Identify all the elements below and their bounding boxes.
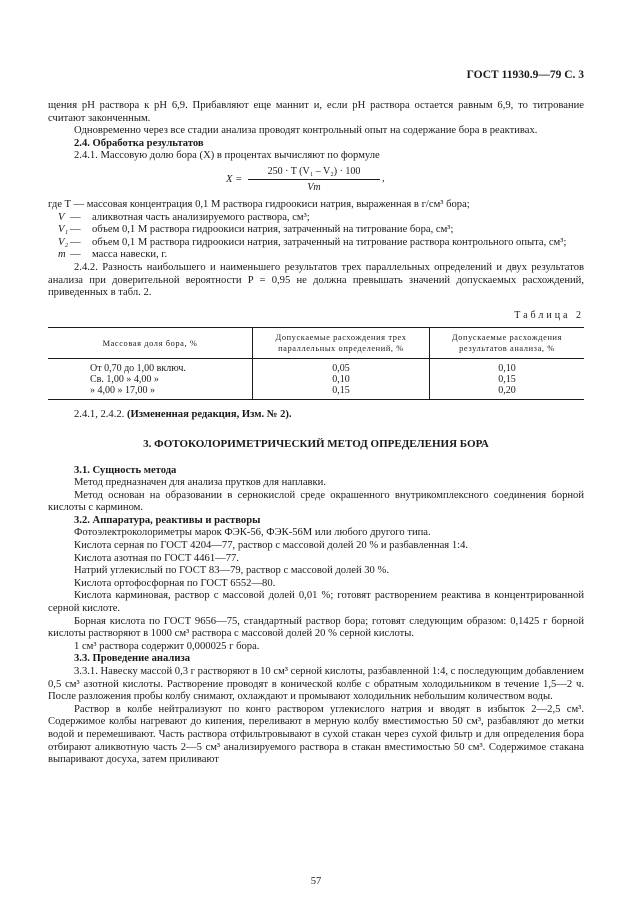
paragraph-control-test: Одновременно через все стадии анализа проводят контрольный опыт на содержание бора в реактивах. [74, 125, 538, 137]
formula-boron-fraction [48, 163, 584, 199]
definition-text: аликвотная часть анализируемого раствора, см³; [92, 211, 310, 223]
definition-item: V — аликвотная часть анализируемого раствора, см³; [58, 211, 310, 223]
reagent-item: Кислота ортофосфорная по ГОСТ 6552—80. [74, 577, 276, 589]
heading-3-2: 3.2. Аппаратура, реактивы и растворы [74, 514, 261, 526]
formula-trail: , [382, 172, 385, 184]
tolerance-table [48, 327, 584, 400]
table-cell: » 4,00 » 17,00 » [90, 385, 155, 397]
table-caption: Таблица 2 [514, 309, 584, 321]
definition-symbol: V₁ [58, 224, 69, 236]
reagent-item: Фотоэлектроколориметры марок ФЭК-56, ФЭК-56М или любого другого типа. [74, 527, 431, 539]
definition-item: V₁ — объем 0,1 М раствора гидроокиси натрия, затраченный на титрование бора, см³; [58, 224, 454, 236]
heading-3-1: 3.1. Сущность метода [74, 464, 177, 476]
running-header: ГОСТ 11930.9—79 С. 3 [466, 69, 584, 81]
table-cell: 0,20 [430, 385, 585, 400]
reagent-item: Кислота азотная по ГОСТ 4461—77. [74, 552, 239, 564]
section-3-title: 3. ФОТОКОЛОРИМЕТРИЧЕСКИЙ МЕТОД ОПРЕДЕЛЕНИЯ БОРА [143, 437, 489, 450]
table-cell: 0,05 [253, 359, 430, 375]
table-cell: 0,15 [253, 385, 430, 400]
table-cell: Св. 1,00 » 4,00 » [90, 374, 159, 386]
paragraph-2-4-1: 2.4.1. Массовую долю бора (X) в процентах вычисляют по формуле [74, 150, 380, 162]
definition-item: m — масса навески, г. [58, 249, 168, 261]
amendment-label: (Измененная редакция, Изм. № 2). [126, 409, 292, 421]
table-header-results: Допускаемые расхождения результатов анализа, % [430, 328, 585, 359]
table-cell: 0,15 [430, 374, 585, 385]
reagent-item: Кислота карминовая, раствор с массовой долей 0,01 %; готовят растворением реактива в концентрированной серной кислоте. [48, 590, 584, 615]
definition-text: объем 0,1 М раствора гидроокиси натрия, затраченный на титрование раствора контрольного опыта, см³; [92, 236, 567, 248]
paragraph-3-3-1: 3.3.1. Навеску массой 0,3 г растворяют в 10 см³ серной кислоты, разбавленной 1:4, с последующим добавлением 0,5 см³ азотной кислоты. Растворение проводят в конической колбе с обратным холодильником в течение 1,5—2 ч. После разложения пробы колбу снимают, охлаждают и промывают холодильник небольшим количеством воды. [48, 666, 584, 703]
formula-denominator: Vm [307, 181, 321, 193]
table-cell: 0,10 [430, 359, 585, 375]
paragraph-2-4-2: 2.4.2. Разность наибольшего и наименьшего результатов трех параллельных определений и двух результатов анализа при доверительной вероятности P = 0,95 не должна превышать значений допускаемых расхождений, приведенных в табл. 2. [48, 261, 584, 299]
table-row [48, 385, 584, 400]
reagent-item: Кислота серная по ГОСТ 4204—77, раствор с массовой долей 20 % и разбавленная 1:4. [74, 540, 469, 552]
paragraph-continuation: щения рН раствора к рН 6,9. Прибавляют еще маннит и, если рН раствора остается равным 6,9, то титрование считают законченным. [48, 100, 584, 124]
definition-item: V₂ — объем 0,1 М раствора гидроокиси натрия, затраченный на титрование раствора контрольного опыта, см³; [58, 236, 567, 248]
definition-where: где T — массовая концентрация 0,1 М раствора гидроокиси натрия, выраженная в г/см³ бора; [48, 198, 470, 210]
definition-symbol: V [58, 211, 65, 223]
reagent-item: 1 см³ раствора содержит 0,000025 г бора. [74, 640, 260, 652]
formula-numerator: 250 · T (V₁ – V₂) · 100 [267, 165, 361, 177]
reagent-item: Борная кислота по ГОСТ 9656—75, стандартный раствор бора; готовят следующим образом: 0,1425 г борной кислоты растворяют в 1000 см³ раствора с массовой долей 20 % серной кислоты. [48, 615, 584, 640]
table-cell: От 0,70 до 1,00 включ. [90, 363, 186, 375]
paragraph-3-1-a: Метод предназначен для анализа прутков для наплавки. [74, 477, 326, 489]
definition-text: масса навески, г. [92, 249, 168, 261]
paragraph-3-1-b: Метод основан на образовании в сернокислой среде окрашенного внутрикомплексного соединения борной кислоты с кармином. [48, 489, 584, 514]
definition-text: объем 0,1 М раствора гидроокиси натрия, затраченный на титрование бора, см³; [92, 224, 454, 236]
table-header-parallel: Допускаемые расхождения трех параллельных определений, % [253, 328, 430, 359]
table-cell: 0,10 [253, 374, 430, 385]
heading-3-3: 3.3. Проведение анализа [74, 653, 190, 665]
heading-2-4: 2.4. Обработка результатов [74, 137, 204, 149]
table-row [48, 359, 584, 375]
table-row [48, 374, 584, 385]
definitions-list [48, 212, 584, 262]
paragraph-3-3-1-b: Раствор в колбе нейтрализуют по конго раствором углекислого натрия и вводят в избыток 2—2,5 см³. Содержимое колбы нагревают до кипения, переливают в мерную колбу вместимостью 50 см³, разбавляют до метки водой и перемешивают. Часть раствора отфильтровывают в сухой стакан через сухой фильтр и для определения бора отбирают аликвотную часть 2—5 см³ анализируемого раствора в стакан вместимостью 50 см³. Содержимое стакана выпаривают досуха, затем приливают [48, 703, 584, 766]
amendment-note [48, 409, 584, 422]
table-header-fraction: Массовая доля бора, % [102, 338, 198, 348]
formula-fraction-line [248, 179, 380, 180]
definition-symbol: V₂ [58, 236, 69, 248]
amendment-ref: 2.4.1, 2.4.2. [74, 409, 125, 421]
definition-symbol: m [58, 249, 66, 261]
page-number: 57 [310, 876, 322, 887]
formula-lhs: X = [226, 173, 243, 185]
reagent-item: Натрий углекислый по ГОСТ 83—79, раствор с массовой долей 30 %. [74, 565, 389, 577]
